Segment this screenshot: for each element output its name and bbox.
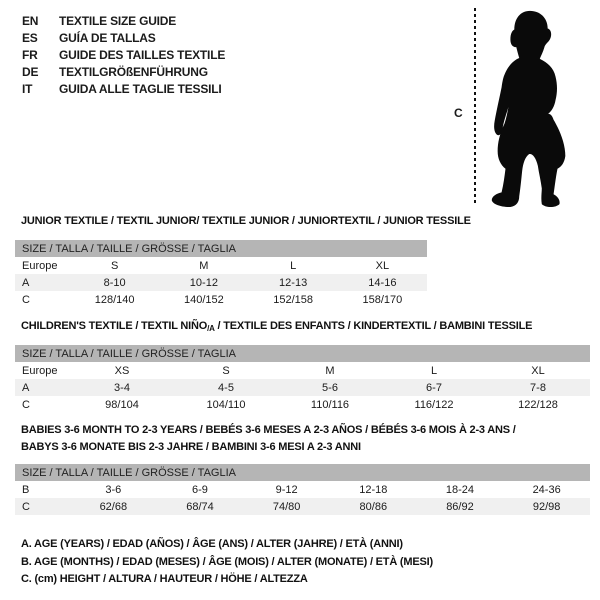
table-cell: 152/158 <box>273 293 313 306</box>
row-label: C <box>22 293 30 306</box>
language-label: GUIDE DES TAILLES TEXTILE <box>59 48 226 62</box>
table-cell: 86/92 <box>417 498 504 515</box>
table-cell: 3-6 <box>105 483 122 496</box>
children-title-prefix: CHILDREN'S TEXTILE / TEXTIL NIÑO <box>21 320 208 332</box>
babies-table-title-line2: BABYS 3-6 MONATE BIS 2-3 JAHRE / BAMBINI 3-6 MESI A 2-3 ANNI <box>21 441 361 453</box>
table-row <box>15 274 427 291</box>
table-cell: 6-9 <box>192 483 208 496</box>
table-row <box>15 257 427 274</box>
table-cell: M <box>325 364 335 377</box>
table-cell: 98/104 <box>105 398 139 411</box>
babies-table <box>15 464 590 515</box>
language-code: FR <box>22 48 38 62</box>
row-label: C <box>15 498 70 515</box>
footnotes <box>21 536 433 589</box>
row-label: C <box>22 398 30 411</box>
table-cell: 7-8 <box>486 379 590 396</box>
table-cell: M <box>199 259 209 272</box>
children-table <box>15 345 590 413</box>
table-cell: 8-10 <box>70 274 159 291</box>
junior-table-title: JUNIOR TEXTILE / TEXTIL JUNIOR/ TEXTILE JUNIOR / JUNIORTEXTIL / JUNIOR TESSILE <box>21 215 471 227</box>
language-list <box>22 13 225 98</box>
language-row-fr <box>22 47 225 64</box>
language-row-en <box>22 13 225 30</box>
table-cell: L <box>430 364 438 377</box>
table-cell: 14-16 <box>338 274 427 291</box>
language-code: DE <box>22 65 39 79</box>
table-cell: 12-18 <box>359 483 388 496</box>
table-cell: 9-12 <box>275 483 298 496</box>
table-row <box>15 498 590 515</box>
height-dashed-line <box>474 8 476 206</box>
table-cell: 5-6 <box>278 379 382 396</box>
table-cell: 104/110 <box>206 398 246 411</box>
language-label: GUIDA ALLE TAGLIE TESSILI <box>59 82 222 96</box>
table-cell: 12-13 <box>249 274 338 291</box>
table-cell: 80/86 <box>330 498 417 515</box>
size-header-label: SIZE / TALLA / TAILLE / GRÖSSE / TAGLIA <box>15 345 590 362</box>
row-label: A <box>15 379 70 396</box>
table-cell: 6-7 <box>382 379 486 396</box>
children-title-subscript: /A <box>207 324 215 333</box>
table-cell: L <box>290 259 297 272</box>
table-cell: 68/74 <box>157 498 244 515</box>
babies-table-title-line1: BABIES 3-6 MONTH TO 2-3 YEARS / BEBÉS 3-6 MESES A 2-3 AÑOS / BÉBÉS 3-6 MOIS À 2-3 ANS / <box>21 424 516 436</box>
table-cell: S <box>110 259 119 272</box>
table-cell: 128/140 <box>94 293 135 306</box>
table-cell: 116/122 <box>414 398 454 411</box>
size-header-bar <box>15 464 590 481</box>
row-label: A <box>15 274 70 291</box>
table-cell: 4-5 <box>174 379 278 396</box>
size-header-bar <box>15 240 427 257</box>
table-cell: 24-36 <box>532 483 561 496</box>
children-title-suffix: / TEXTILE DES ENFANTS / KINDERTEXTIL / BAMBINI TESSILE <box>214 320 533 332</box>
language-code: ES <box>22 31 38 45</box>
row-label: Europe <box>22 259 58 272</box>
table-cell: 3-4 <box>70 379 174 396</box>
table-cell: 110/116 <box>310 398 350 411</box>
language-label: TEXTILGRÖßENFÜHRUNG <box>59 65 208 79</box>
height-measure-label: C <box>454 106 463 120</box>
table-row <box>15 291 427 308</box>
row-label: B <box>22 483 30 496</box>
size-header-label: SIZE / TALLA / TAILLE / GRÖSSE / TAGLIA <box>15 464 590 481</box>
table-cell: 122/128 <box>518 398 558 411</box>
table-cell: 92/98 <box>503 498 590 515</box>
table-cell: 140/152 <box>183 293 224 306</box>
language-row-it <box>22 81 225 98</box>
language-label: TEXTILE SIZE GUIDE <box>59 14 177 28</box>
table-row <box>15 362 590 379</box>
size-header-label: SIZE / TALLA / TAILLE / GRÖSSE / TAGLIA <box>15 240 427 257</box>
table-row <box>15 481 590 498</box>
language-row-de <box>22 64 225 81</box>
table-cell: 18-24 <box>445 483 475 496</box>
table-row <box>15 379 590 396</box>
table-cell: 158/170 <box>362 293 403 306</box>
table-cell: XL <box>375 259 390 272</box>
baby-silhouette <box>486 4 576 210</box>
table-cell: 74/80 <box>243 498 330 515</box>
language-code: EN <box>22 14 39 28</box>
table-cell: 62/68 <box>70 498 157 515</box>
junior-table <box>15 240 427 308</box>
table-cell: 10-12 <box>159 274 248 291</box>
table-row <box>15 396 590 413</box>
table-cell: XL <box>531 364 545 377</box>
size-header-bar <box>15 345 590 362</box>
footnote-c: C. (cm) HEIGHT / ALTURA / HAUTEUR / HÖHE / ALTEZZA <box>21 573 308 585</box>
language-row-es <box>22 30 225 47</box>
table-cell: XS <box>114 364 130 377</box>
children-table-title <box>21 320 532 333</box>
language-label: GUÍA DE TALLAS <box>59 31 156 45</box>
table-cell: S <box>222 364 230 377</box>
row-label: Europe <box>22 364 58 377</box>
language-code: IT <box>22 82 33 96</box>
footnote-a: A. AGE (YEARS) / EDAD (AÑOS) / ÂGE (ANS) / ALTER (JAHRE) / ETÀ (ANNI) <box>21 538 403 550</box>
footnote-b: B. AGE (MONTHS) / EDAD (MESES) / ÂGE (MOIS) / ALTER (MONATE) / ETÀ (MESI) <box>21 555 433 568</box>
